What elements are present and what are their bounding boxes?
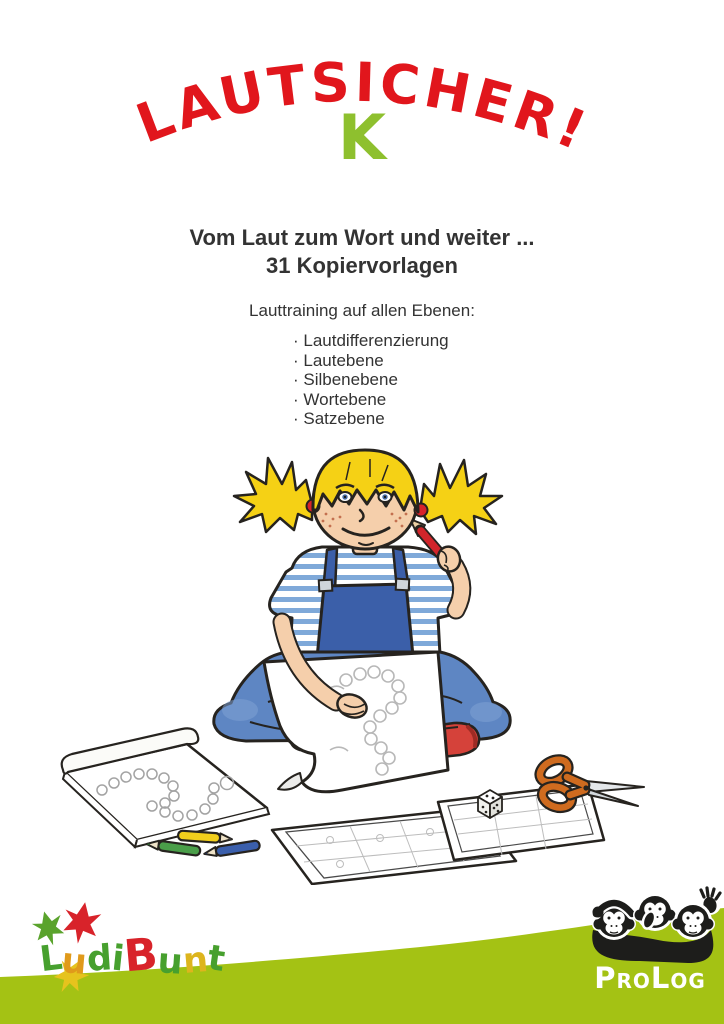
girl (214, 450, 510, 792)
notepad-illustration (62, 728, 269, 847)
ludibunt-letter: d (85, 938, 114, 980)
ludibunt-letter: n (181, 939, 210, 983)
level-item: · Lautebene (293, 350, 384, 370)
ludibunt-letter: t (204, 938, 228, 980)
ludibunt-letter: B (122, 928, 161, 983)
subtitle-line1: Vom Laut zum Wort und weiter ... (189, 225, 535, 250)
prolog-logo-text: ProLog (594, 961, 706, 995)
ludibunt-logo-text (37, 928, 228, 983)
overalls-bib (317, 584, 413, 658)
bangs (313, 450, 418, 512)
levels-list (293, 331, 449, 429)
ludibunt-logo (28, 890, 228, 995)
die-illustration (478, 790, 502, 818)
level-item: · Lautdifferenzierung (293, 331, 449, 350)
subtitle (0, 224, 724, 280)
ludibunt-letter: i (110, 938, 127, 980)
ludibunt-letter: u (156, 941, 184, 983)
yellow-crayon (178, 830, 233, 843)
level-item: · Silbenebene (293, 370, 398, 389)
held-paper (264, 652, 448, 792)
prolog-logo (592, 888, 721, 995)
cover-title-text: LAUTSICHER! (128, 50, 599, 164)
section-heading: Lauttraining auf allen Ebenen: (249, 301, 475, 320)
pigtail-left (234, 458, 312, 532)
level-item: · Wortebene (293, 389, 387, 409)
series-letter: K (337, 101, 387, 174)
ludibunt-letter: u (60, 940, 89, 983)
subtitle-line2: 31 Kopiervorlagen (266, 253, 458, 278)
level-item: · Satzebene (293, 409, 385, 428)
ludibunt-letter: L (37, 937, 65, 981)
girl-illustration (40, 440, 680, 885)
pigtail-right (420, 460, 502, 534)
